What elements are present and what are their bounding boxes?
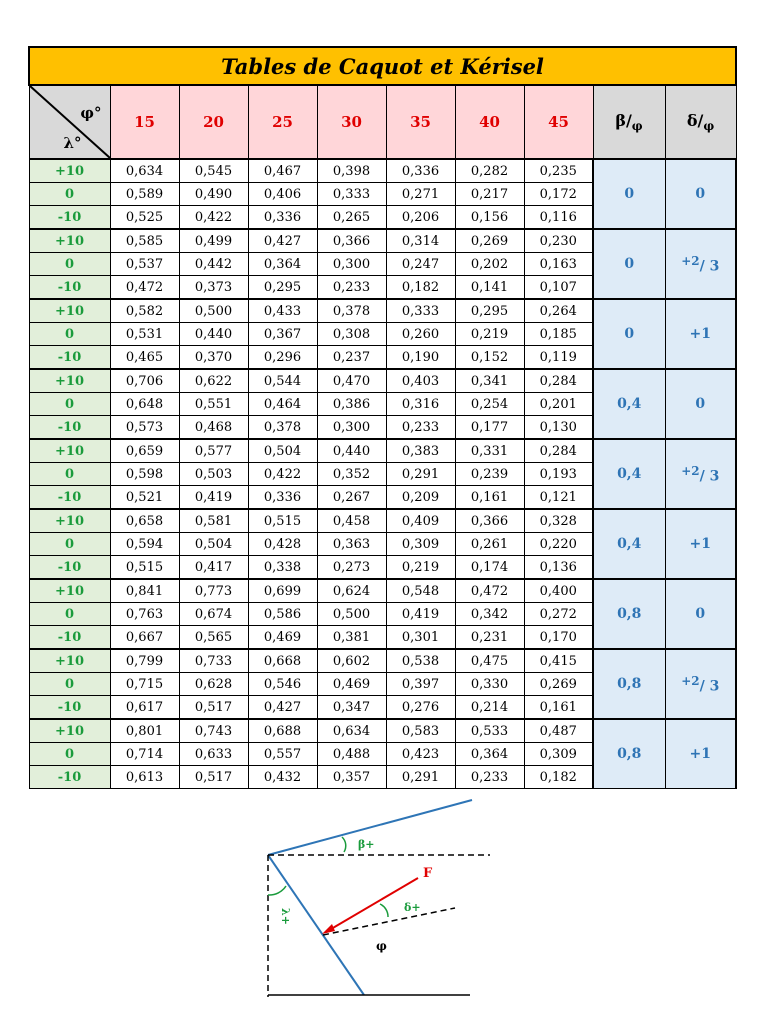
value-cell: 0,217 [455,183,524,206]
beta-label: β+ [358,838,375,851]
value-cell: 0,130 [524,416,593,440]
delta-ratio-cell: $^{+2}$/ 3 [665,229,736,299]
value-cell: 0,470 [317,369,386,393]
value-cell: 0,269 [455,229,524,253]
delta-ratio-cell: 0 [665,579,736,649]
table-row [29,229,736,253]
value-cell: 0,214 [455,696,524,720]
value-cell: 0,565 [179,626,248,650]
value-cell: 0,658 [110,509,179,533]
table-row [29,369,736,393]
value-cell: 0,386 [317,393,386,416]
value-cell: 0,469 [248,626,317,650]
lambda-cell: 0 [29,463,110,486]
value-cell: 0,336 [248,486,317,510]
table-row [29,579,736,603]
value-cell: 0,366 [317,229,386,253]
value-cell: 0,422 [248,463,317,486]
value-cell: 0,284 [524,369,593,393]
value-cell: 0,468 [179,416,248,440]
delta-ratio-cell: $^{+2}$/ 3 [665,439,736,509]
value-cell: 0,237 [317,346,386,370]
value-cell: 0,586 [248,603,317,626]
value-cell: 0,427 [248,696,317,720]
value-cell: 0,714 [110,743,179,766]
value-cell: 0,161 [455,486,524,510]
value-cell: 0,193 [524,463,593,486]
value-cell: 0,341 [455,369,524,393]
value-cell: 0,347 [317,696,386,720]
lambda-cell: -10 [29,556,110,580]
value-cell: 0,309 [524,743,593,766]
value-cell: 0,357 [317,766,386,789]
value-cell: 0,633 [179,743,248,766]
table-body [29,159,736,789]
value-cell: 0,254 [455,393,524,416]
value-cell: 0,432 [248,766,317,789]
value-cell: 0,706 [110,369,179,393]
value-cell: 0,521 [110,486,179,510]
lambda-cell: 0 [29,183,110,206]
lambda-cell: -10 [29,276,110,300]
beta-header-symbol: β [615,110,626,130]
lambda-cell: -10 [29,206,110,230]
value-cell: 0,231 [455,626,524,650]
phi-header-15: 15 [110,85,179,159]
value-cell: 0,309 [386,533,455,556]
lambda-cell: +10 [29,299,110,323]
value-cell: 0,239 [455,463,524,486]
lambda-cell: 0 [29,323,110,346]
value-cell: 0,152 [455,346,524,370]
value-cell: 0,668 [248,649,317,673]
value-cell: 0,107 [524,276,593,300]
value-cell: 0,119 [524,346,593,370]
value-cell: 0,378 [317,299,386,323]
value-cell: 0,230 [524,229,593,253]
beta-header-phi: φ [631,119,643,134]
lambda-cell: -10 [29,626,110,650]
force-label: F [423,866,433,881]
value-cell: 0,500 [317,603,386,626]
value-cell: 0,622 [179,369,248,393]
value-cell: 0,841 [110,579,179,603]
value-cell: 0,546 [248,673,317,696]
delta-ratio-cell: +1 [665,299,736,369]
value-cell: 0,417 [179,556,248,580]
value-cell: 0,517 [179,766,248,789]
value-cell: 0,419 [386,603,455,626]
value-cell: 0,182 [524,766,593,789]
value-cell: 0,367 [248,323,317,346]
value-cell: 0,282 [455,159,524,183]
value-cell: 0,464 [248,393,317,416]
value-cell: 0,799 [110,649,179,673]
beta-ratio-cell: 0,4 [593,369,665,439]
value-cell: 0,219 [386,556,455,580]
value-cell: 0,300 [317,416,386,440]
value-cell: 0,284 [524,439,593,463]
lambda-cell: +10 [29,229,110,253]
value-cell: 0,400 [524,579,593,603]
delta-ratio-cell: 0 [665,369,736,439]
caquot-kerisel-table [28,46,737,789]
value-cell: 0,583 [386,719,455,743]
beta-ratio-cell: 0 [593,229,665,299]
lambda-cell: -10 [29,486,110,510]
value-cell: 0,272 [524,603,593,626]
value-cell: 0,733 [179,649,248,673]
value-cell: 0,427 [248,229,317,253]
value-cell: 0,276 [386,696,455,720]
value-cell: 0,201 [524,393,593,416]
lambda-cell: +10 [29,579,110,603]
caquot-kerisel-sheet [28,46,735,789]
phi-header-25: 25 [248,85,317,159]
beta-ratio-cell: 0,8 [593,579,665,649]
value-cell: 0,422 [179,206,248,230]
beta-ratio-cell: 0 [593,159,665,229]
value-cell: 0,659 [110,439,179,463]
value-cell: 0,617 [110,696,179,720]
value-cell: 0,233 [317,276,386,300]
value-cell: 0,544 [248,369,317,393]
beta-ratio-cell: 0,8 [593,719,665,789]
value-cell: 0,161 [524,696,593,720]
beta-header: $\beta/_\varphi$ [593,85,665,159]
value-cell: 0,336 [386,159,455,183]
value-cell: 0,219 [455,323,524,346]
value-cell: 0,141 [455,276,524,300]
phi-header-35: 35 [386,85,455,159]
beta-angle-arc [342,837,346,852]
beta-ratio-cell: 0,4 [593,439,665,509]
value-cell: 0,264 [524,299,593,323]
header-row [29,85,736,159]
table-row [29,439,736,463]
value-cell: 0,551 [179,393,248,416]
value-cell: 0,531 [110,323,179,346]
value-cell: 0,557 [248,743,317,766]
value-cell: 0,581 [179,509,248,533]
value-cell: 0,364 [455,743,524,766]
value-cell: 0,488 [317,743,386,766]
value-cell: 0,163 [524,253,593,276]
value-cell: 0,602 [317,649,386,673]
value-cell: 0,515 [248,509,317,533]
value-cell: 0,202 [455,253,524,276]
table-row [29,299,736,323]
value-cell: 0,648 [110,393,179,416]
value-cell: 0,598 [110,463,179,486]
value-cell: 0,314 [386,229,455,253]
value-cell: 0,490 [179,183,248,206]
value-cell: 0,328 [524,509,593,533]
lambda-cell: 0 [29,393,110,416]
value-cell: 0,260 [386,323,455,346]
lambda-cell: 0 [29,743,110,766]
value-cell: 0,688 [248,719,317,743]
delta-ratio-cell: 0 [665,159,736,229]
value-cell: 0,291 [386,766,455,789]
value-cell: 0,273 [317,556,386,580]
value-cell: 0,634 [110,159,179,183]
value-cell: 0,363 [317,533,386,556]
value-cell: 0,577 [179,439,248,463]
value-cell: 0,585 [110,229,179,253]
value-cell: 0,594 [110,533,179,556]
value-cell: 0,699 [248,579,317,603]
value-cell: 0,628 [179,673,248,696]
value-cell: 0,381 [317,626,386,650]
value-cell: 0,235 [524,159,593,183]
lambda-cell: +10 [29,719,110,743]
delta-header: $\delta/_\varphi$ [665,85,736,159]
value-cell: 0,172 [524,183,593,206]
value-cell: 0,613 [110,766,179,789]
lambda-cell: 0 [29,603,110,626]
value-cell: 0,667 [110,626,179,650]
value-cell: 0,364 [248,253,317,276]
value-cell: 0,440 [317,439,386,463]
value-cell: 0,177 [455,416,524,440]
value-cell: 0,504 [248,439,317,463]
value-cell: 0,419 [179,486,248,510]
value-cell: 0,209 [386,486,455,510]
value-cell: 0,515 [110,556,179,580]
value-cell: 0,206 [386,206,455,230]
table-row [29,649,736,673]
lambda-cell: +10 [29,509,110,533]
value-cell: 0,467 [248,159,317,183]
value-cell: 0,503 [179,463,248,486]
lambda-cell: -10 [29,416,110,440]
delta-header-phi: φ [703,119,715,134]
value-cell: 0,504 [179,533,248,556]
value-cell: 0,116 [524,206,593,230]
value-cell: 0,185 [524,323,593,346]
value-cell: 0,415 [524,649,593,673]
value-cell: 0,743 [179,719,248,743]
lambda-cell: -10 [29,766,110,789]
value-cell: 0,265 [317,206,386,230]
value-cell: 0,182 [386,276,455,300]
value-cell: 0,247 [386,253,455,276]
value-cell: 0,440 [179,323,248,346]
wall-diagram [250,790,500,1010]
phi-header-20: 20 [179,85,248,159]
lambda-label: λ+ [279,908,292,925]
phi-header-40: 40 [455,85,524,159]
value-cell: 0,333 [317,183,386,206]
value-cell: 0,409 [386,509,455,533]
value-cell: 0,674 [179,603,248,626]
value-cell: 0,370 [179,346,248,370]
lambda-cell: 0 [29,673,110,696]
table-row [29,719,736,743]
value-cell: 0,170 [524,626,593,650]
value-cell: 0,331 [455,439,524,463]
value-cell: 0,763 [110,603,179,626]
value-cell: 0,261 [455,533,524,556]
lambda-cell: +10 [29,649,110,673]
delta-ratio-cell: $^{+2}$/ 3 [665,649,736,719]
lambda-cell: +10 [29,159,110,183]
value-cell: 0,403 [386,369,455,393]
value-cell: 0,333 [386,299,455,323]
phi-header-30: 30 [317,85,386,159]
value-cell: 0,423 [386,743,455,766]
delta-ratio-cell: +1 [665,719,736,789]
value-cell: 0,458 [317,509,386,533]
value-cell: 0,342 [455,603,524,626]
lambda-cell: +10 [29,369,110,393]
table-title: Tables de Caquot et Kérisel [29,47,736,85]
value-cell: 0,156 [455,206,524,230]
value-cell: 0,500 [179,299,248,323]
value-cell: 0,773 [179,579,248,603]
value-cell: 0,267 [317,486,386,510]
value-cell: 0,220 [524,533,593,556]
value-cell: 0,533 [455,719,524,743]
value-cell: 0,316 [386,393,455,416]
value-cell: 0,469 [317,673,386,696]
value-cell: 0,472 [110,276,179,300]
value-cell: 0,383 [386,439,455,463]
value-cell: 0,538 [386,649,455,673]
value-cell: 0,442 [179,253,248,276]
value-cell: 0,190 [386,346,455,370]
beta-ratio-cell: 0,4 [593,509,665,579]
value-cell: 0,525 [110,206,179,230]
lambda-cell: -10 [29,696,110,720]
value-cell: 0,397 [386,673,455,696]
value-cell: 0,338 [248,556,317,580]
value-cell: 0,715 [110,673,179,696]
lambda-cell: +10 [29,439,110,463]
value-cell: 0,366 [455,509,524,533]
wall-back-line [268,855,364,995]
value-cell: 0,487 [524,719,593,743]
value-cell: 0,465 [110,346,179,370]
value-cell: 0,548 [386,579,455,603]
value-cell: 0,545 [179,159,248,183]
delta-ratio-cell: +1 [665,509,736,579]
value-cell: 0,136 [524,556,593,580]
value-cell: 0,472 [455,579,524,603]
corner-cell [29,85,110,159]
beta-ratio-cell: 0,8 [593,649,665,719]
value-cell: 0,174 [455,556,524,580]
table-row [29,159,736,183]
value-cell: 0,233 [386,416,455,440]
value-cell: 0,589 [110,183,179,206]
value-cell: 0,406 [248,183,317,206]
value-cell: 0,296 [248,346,317,370]
lambda-cell: 0 [29,533,110,556]
value-cell: 0,475 [455,649,524,673]
value-cell: 0,499 [179,229,248,253]
value-cell: 0,801 [110,719,179,743]
lambda-angle-arc [268,886,286,895]
phi-header-45: 45 [524,85,593,159]
phi-label: φ [376,939,387,953]
value-cell: 0,291 [386,463,455,486]
value-cell: 0,373 [179,276,248,300]
value-cell: 0,428 [248,533,317,556]
value-cell: 0,301 [386,626,455,650]
value-cell: 0,300 [317,253,386,276]
value-cell: 0,517 [179,696,248,720]
lambda-cell: 0 [29,253,110,276]
beta-ratio-cell: 0 [593,299,665,369]
value-cell: 0,624 [317,579,386,603]
value-cell: 0,295 [455,299,524,323]
value-cell: 0,121 [524,486,593,510]
table-row [29,509,736,533]
delta-angle-arc [380,904,388,917]
value-cell: 0,336 [248,206,317,230]
corner-phi-label: φ° [80,104,102,122]
delta-label: δ+ [404,901,421,914]
value-cell: 0,295 [248,276,317,300]
value-cell: 0,269 [524,673,593,696]
value-cell: 0,573 [110,416,179,440]
value-cell: 0,330 [455,673,524,696]
corner-lambda-label: λ° [63,134,82,152]
lambda-cell: -10 [29,346,110,370]
value-cell: 0,271 [386,183,455,206]
value-cell: 0,308 [317,323,386,346]
value-cell: 0,378 [248,416,317,440]
delta-header-symbol: δ [686,110,698,130]
value-cell: 0,352 [317,463,386,486]
value-cell: 0,433 [248,299,317,323]
value-cell: 0,634 [317,719,386,743]
value-cell: 0,582 [110,299,179,323]
value-cell: 0,233 [455,766,524,789]
value-cell: 0,398 [317,159,386,183]
value-cell: 0,537 [110,253,179,276]
